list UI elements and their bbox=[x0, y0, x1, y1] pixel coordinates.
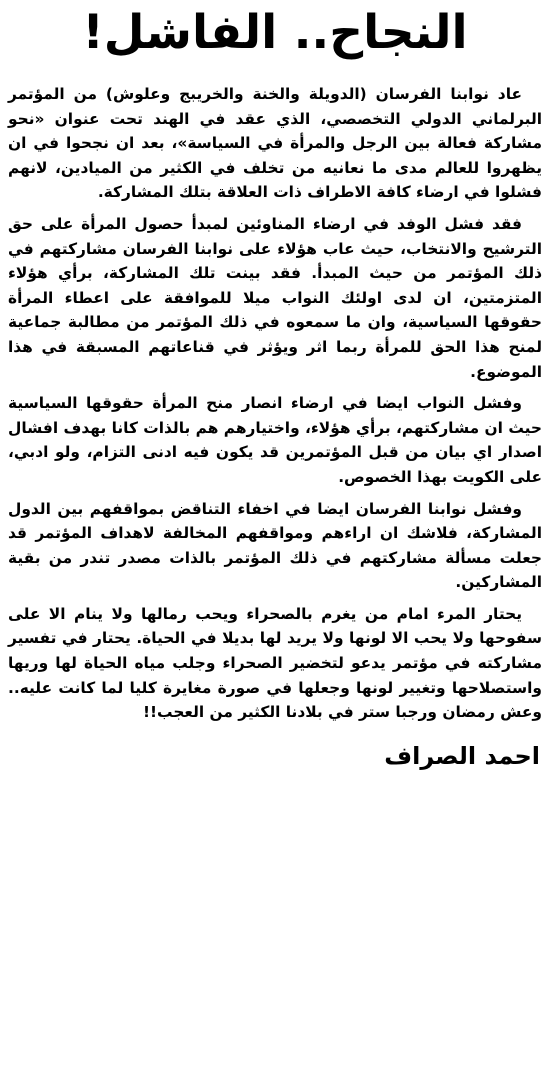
article-paragraph: فقد فشل الوفد في ارضاء المناوئين لمبدأ حصول المرأة على حق الترشيح والانتخاب، حيث عاب هؤلاء على نوابنا الفرسان مشاركتهم في ذلك المؤتمر من حيث المبدأ. فقد بينت تلك المشاركة، برأي هؤلاء المتزمتين، ان لدى اولئك النواب ميلا للموافقة على اعطاء المرأة حقوقها السياسية، وان ما سمعوه في ذلك المؤتمر من مطالبة جماعية لمنح هذا الحق للمرأة ربما اثر ويؤثر في قناعاتهم المسبقة في هذا الموضوع. bbox=[8, 214, 542, 381]
article-paragraph: وفشل النواب ايضا في ارضاء انصار منح المرأة حقوقها السياسية حيث ان مشاركتهم، برأي هؤلاء، واختيارهم هم بالذات كانا بهدف افشال اصدار اي بيان من قبل المؤتمرين قد يكون فيه ادنى التزام، ولو ادبي، على الكويت بهذا الخصوص. bbox=[8, 394, 542, 486]
article-body bbox=[8, 82, 542, 725]
article-paragraph: وفشل نوابنا الفرسان ايضا في اخفاء التناقض بمواقفهم بين الدول المشاركة، فلاشك ان اراءهم ومواقفهم المخالفة لاهداف المؤتمر قد جعلت مسألة مشاركتهم في ذلك المؤتمر بالذات مصدر تندر من بقية المشاركين. bbox=[8, 499, 542, 592]
article-paragraph: عاد نوابنا الفرسان (الدويلة والخنة والخريبج وعلوش) من المؤتمر البرلماني الدولي التخصصي، الذي عقد في الهند تحت عنوان «نحو مشاركة فعالة بين الرجل والمرأة في السياسة»، بعد ان نجحوا في ان يظهروا للعالم مدى ما نعانيه من تخلف في الكثير من الميادين، لانهم فشلوا في ارضاء كافة الاطراف ذات العلاقة بتلك المشاركة. bbox=[8, 85, 542, 202]
author-signature: احمد الصراف bbox=[384, 741, 540, 770]
article-headline: النجاح.. الفاشل! bbox=[82, 5, 468, 60]
article-paragraph: يحتار المرء امام من يغرم بالصحراء ويحب رمالها ولا ينام الا على سفوحها ولا يحب الا لونها ولا يريد لها بديلا في الحياة. يحتار في تفسير مشاركته في مؤتمر يدعو لتخضير الصحراء وجلب مياه الحياة لها وريها واستصلاحها وتغيير لونها وجعلها في صورة مغايرة كليا لما كانت عليه.. وعش رمضان ورجبا ستر في بلادنا الكثير من العجب!! bbox=[8, 604, 542, 722]
